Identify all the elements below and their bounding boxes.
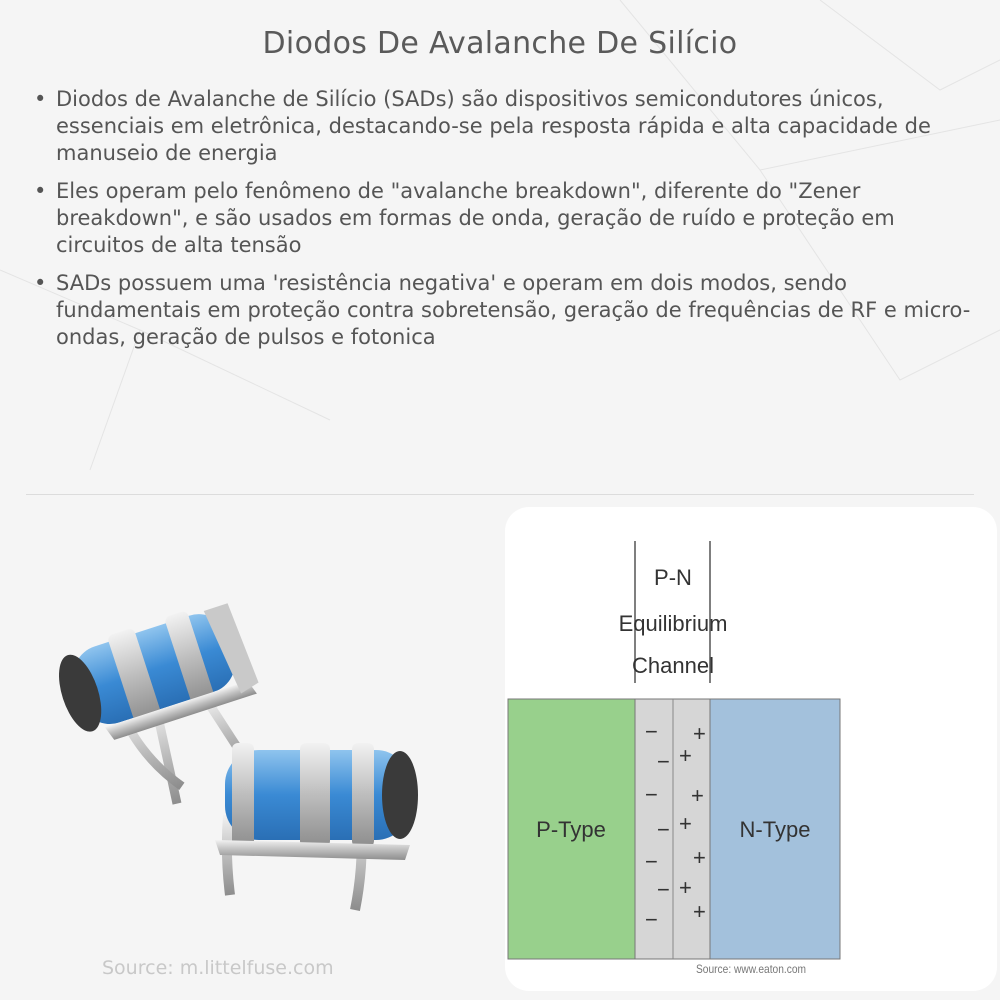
- bullet-text: SADs possuem uma 'resistência negativa' e operam em dois modos, sendo fundamentais em proteção contra sobretensão, geração de frequências de RF e micro-ondas, geração de pulsos e fotonica: [56, 271, 971, 349]
- page-title: Diodos De Avalanche De Silício: [262, 26, 738, 61]
- minus-sign: −: [645, 907, 658, 932]
- bullet-item: [34, 178, 984, 259]
- bullet-marker: •: [34, 271, 47, 295]
- plus-sign: +: [693, 721, 706, 746]
- minus-sign: −: [657, 817, 670, 842]
- minus-sign: −: [657, 749, 670, 774]
- photo-source: Source: m.littelfuse.com: [102, 957, 334, 979]
- bullet-item: [34, 270, 984, 351]
- channel-label-line3: Channel: [632, 653, 714, 678]
- bullet-marker: •: [34, 87, 47, 111]
- pn-junction-diagram: [505, 507, 997, 991]
- plus-sign: +: [679, 811, 692, 836]
- minus-sign: −: [645, 719, 658, 744]
- plus-sign: +: [679, 743, 692, 768]
- bullet-text: Diodos de Avalanche de Silício (SADs) são dispositivos semicondutores únicos, essenciais em eletrônica, destacando-se pela resposta rápida e alta capacidade de manuseio de energia: [56, 87, 931, 165]
- diode-photo: [0, 515, 500, 985]
- section-divider: [26, 494, 974, 495]
- bullet-text: Eles operam pelo fenômeno de "avalanche breakdown", diferente do "Zener breakdown", e são usados em formas de onda, geração de ruído e proteção em circuitos de alta tensão: [56, 179, 895, 257]
- n-type-label: N-Type: [739, 817, 811, 842]
- bullet-list: [34, 86, 984, 362]
- plus-sign: +: [691, 783, 704, 808]
- diode-front: [215, 743, 418, 915]
- diagram-card: [505, 507, 997, 991]
- plus-sign: +: [693, 845, 706, 870]
- plus-sign: +: [679, 875, 692, 900]
- channel-label-line2: Equilibrium: [618, 611, 728, 636]
- bullet-marker: •: [34, 179, 47, 203]
- plus-sign: +: [693, 899, 706, 924]
- minus-sign: −: [645, 849, 658, 874]
- bullet-item: [34, 86, 984, 167]
- minus-sign: −: [645, 782, 658, 807]
- diagram-source: Source: www.eaton.com: [696, 962, 806, 976]
- channel-label-line1: P-N: [654, 565, 692, 590]
- p-type-label: P-Type: [536, 817, 606, 842]
- minus-sign: −: [657, 877, 670, 902]
